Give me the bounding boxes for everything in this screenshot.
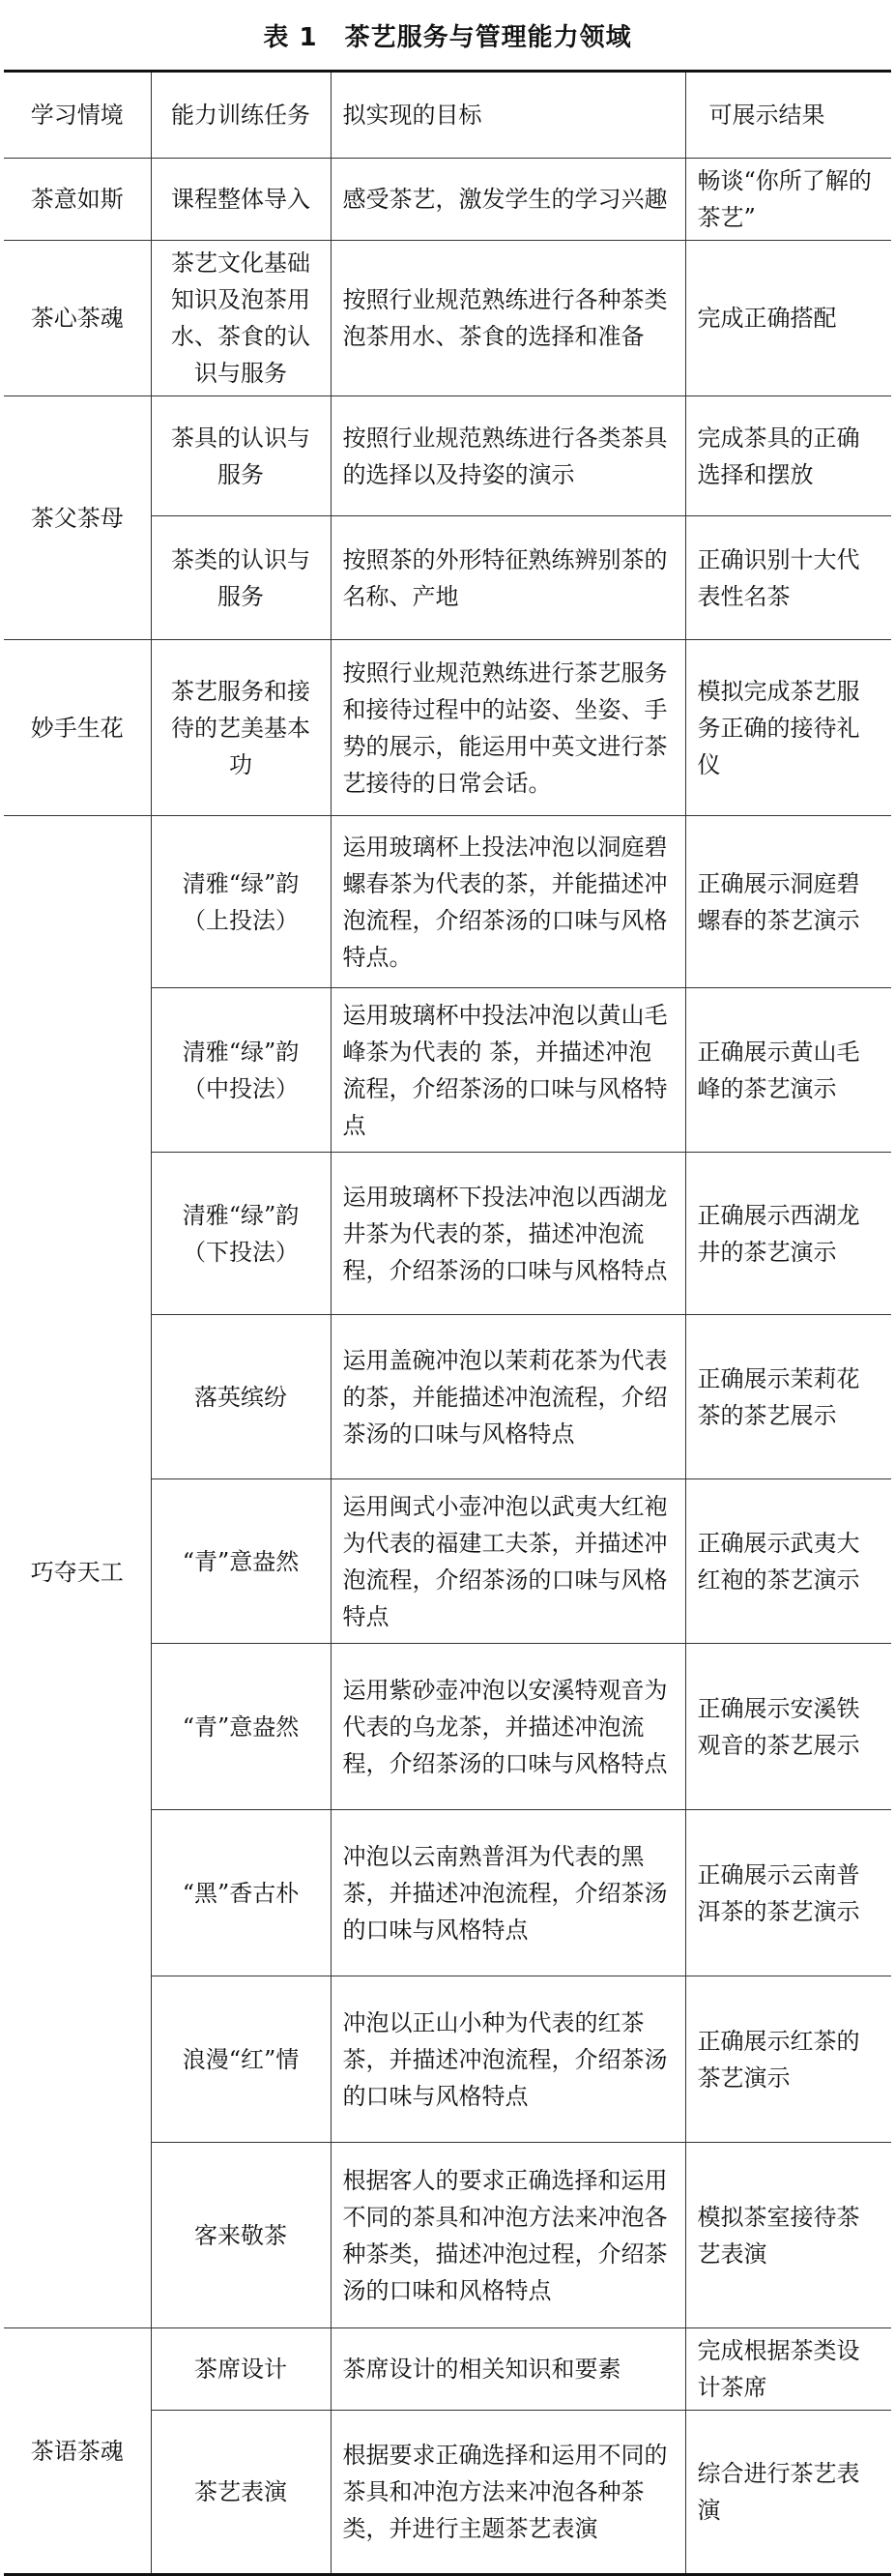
goal-cell: 运用玻璃杯下投法冲泡以西湖龙井茶为代表的茶，描述冲泡流程，介绍茶汤的口味与风格特点 bbox=[331, 1153, 685, 1315]
task-cell: 茶席设计 bbox=[151, 2328, 331, 2411]
goal-cell: 运用盖碗冲泡以茉莉花茶为代表的茶，并能描述冲泡流程，介绍茶汤的口味与风格特点 bbox=[331, 1315, 685, 1479]
goal-cell: 运用玻璃杯上投法冲泡以洞庭碧螺春茶为代表的茶，并能描述冲泡流程，介绍茶汤的口味与风格特点。 bbox=[331, 816, 685, 988]
task-cell: 课程整体导入 bbox=[151, 159, 331, 241]
scene-cell: 茶意如斯 bbox=[4, 159, 151, 241]
goal-cell: 茶席设计的相关知识和要素 bbox=[331, 2328, 685, 2411]
table-title: 茶艺服务与管理能力领域 bbox=[344, 22, 632, 52]
result-cell: 完成正确搭配 bbox=[685, 241, 891, 396]
result-cell: 正确展示武夷大红袍的茶艺演示 bbox=[685, 1479, 891, 1644]
header-row bbox=[4, 72, 891, 159]
task-cell: “黑”香古朴 bbox=[151, 1810, 331, 1976]
task-cell: 客来敬茶 bbox=[151, 2143, 331, 2328]
header-task: 能力训练任务 bbox=[151, 72, 331, 159]
goal-cell: 运用玻璃杯中投法冲泡以黄山毛峰茶为代表的 茶，并描述冲泡流程，介绍茶汤的口味与风格特点 bbox=[331, 988, 685, 1153]
table-number: 表 1 bbox=[263, 22, 318, 52]
goal-cell: 按照行业规范熟练进行各类茶具的选择以及持姿的演示 bbox=[331, 396, 685, 516]
table-row bbox=[4, 2328, 891, 2411]
task-cell: 茶具的认识与服务 bbox=[151, 396, 331, 516]
task-cell: 落英缤纷 bbox=[151, 1315, 331, 1479]
result-cell: 畅谈“你所了解的茶艺” bbox=[685, 159, 891, 241]
result-cell: 正确展示云南普洱茶的茶艺演示 bbox=[685, 1810, 891, 1976]
header-result: 可展示结果 bbox=[685, 72, 891, 159]
header-goal: 拟实现的目标 bbox=[331, 72, 685, 159]
result-cell: 完成根据茶类设计茶席 bbox=[685, 2328, 891, 2411]
table-caption bbox=[4, 0, 891, 70]
result-cell: 正确展示洞庭碧螺春的茶艺演示 bbox=[685, 816, 891, 988]
task-cell: “青”意盎然 bbox=[151, 1479, 331, 1644]
competency-table bbox=[4, 70, 891, 2576]
header-scene: 学习情境 bbox=[4, 72, 151, 159]
goal-cell: 根据要求正确选择和运用不同的茶具和冲泡方法来冲泡各种茶类，并进行主题茶艺表演 bbox=[331, 2411, 685, 2575]
task-cell: 清雅“绿”韵（下投法） bbox=[151, 1153, 331, 1315]
result-cell: 正确展示西湖龙井的茶艺演示 bbox=[685, 1153, 891, 1315]
goal-cell: 运用紫砂壶冲泡以安溪特观音为代表的乌龙茶，并描述冲泡流程，介绍茶汤的口味与风格特点 bbox=[331, 1644, 685, 1810]
task-cell: 清雅“绿”韵（中投法） bbox=[151, 988, 331, 1153]
task-cell: “青”意盎然 bbox=[151, 1644, 331, 1810]
table-row bbox=[4, 241, 891, 396]
scene-cell: 茶心茶魂 bbox=[4, 241, 151, 396]
result-cell: 模拟茶室接待茶艺表演 bbox=[685, 2143, 891, 2328]
result-cell: 正确展示安溪铁观音的茶艺展示 bbox=[685, 1644, 891, 1810]
task-cell: 茶艺服务和接待的艺美基本功 bbox=[151, 640, 331, 816]
task-cell: 茶艺表演 bbox=[151, 2411, 331, 2575]
task-cell: 清雅“绿”韵（上投法） bbox=[151, 816, 331, 988]
goal-cell: 感受茶艺，激发学生的学习兴趣 bbox=[331, 159, 685, 241]
task-cell: 茶艺文化基础知识及泡茶用水、茶食的认识与服务 bbox=[151, 241, 331, 396]
goal-cell: 按照茶的外形特征熟练辨别茶的名称、产地 bbox=[331, 516, 685, 640]
goal-cell: 按照行业规范熟练进行各种茶类泡茶用水、茶食的选择和准备 bbox=[331, 241, 685, 396]
result-cell: 综合进行茶艺表演 bbox=[685, 2411, 891, 2575]
result-cell: 正确展示红茶的茶艺演示 bbox=[685, 1976, 891, 2143]
scene-cell: 妙手生花 bbox=[4, 640, 151, 816]
scene-cell: 茶语茶魂 bbox=[4, 2328, 151, 2575]
goal-cell: 根据客人的要求正确选择和运用不同的茶具和冲泡方法来冲泡各种茶类，描述冲泡过程，介绍茶汤的口味和风格特点 bbox=[331, 2143, 685, 2328]
result-cell: 正确展示黄山毛峰的茶艺演示 bbox=[685, 988, 891, 1153]
result-cell: 模拟完成茶艺服务正确的接待礼仪 bbox=[685, 640, 891, 816]
goal-cell: 按照行业规范熟练进行茶艺服务和接待过程中的站姿、坐姿、手势的展示，能运用中英文进行茶艺接待的日常会话。 bbox=[331, 640, 685, 816]
result-cell: 完成茶具的正确选择和摆放 bbox=[685, 396, 891, 516]
goal-cell: 运用闽式小壶冲泡以武夷大红袍为代表的福建工夫茶，并描述冲泡流程，介绍茶汤的口味与风格特点 bbox=[331, 1479, 685, 1644]
scene-cell: 巧夺天工 bbox=[4, 816, 151, 2328]
goal-cell: 冲泡以正山小种为代表的红茶茶，并描述冲泡流程，介绍茶汤的口味与风格特点 bbox=[331, 1976, 685, 2143]
table-row bbox=[4, 396, 891, 516]
task-cell: 浪漫“红”情 bbox=[151, 1976, 331, 2143]
result-cell: 正确展示茉莉花茶的茶艺展示 bbox=[685, 1315, 891, 1479]
table-row bbox=[4, 816, 891, 988]
goal-cell: 冲泡以云南熟普洱为代表的黑茶，并描述冲泡流程，介绍茶汤的口味与风格特点 bbox=[331, 1810, 685, 1976]
task-cell: 茶类的认识与服务 bbox=[151, 516, 331, 640]
table-row bbox=[4, 159, 891, 241]
scene-cell: 茶父茶母 bbox=[4, 396, 151, 640]
result-cell: 正确识别十大代表性名茶 bbox=[685, 516, 891, 640]
table-row bbox=[4, 640, 891, 816]
